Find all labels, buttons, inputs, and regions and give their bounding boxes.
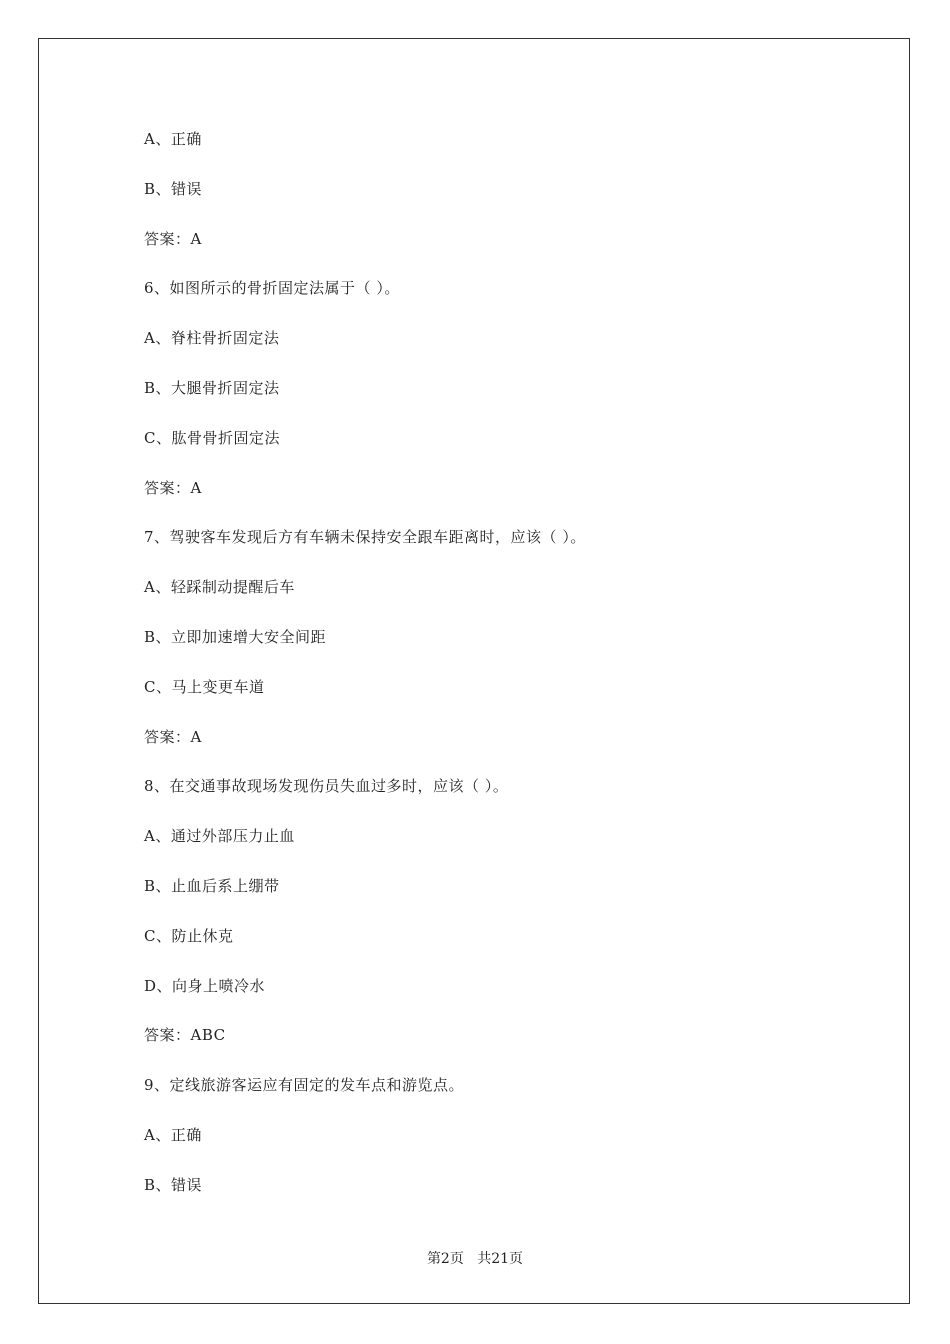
question-8: 8、在交通事故现场发现伤员失血过多时，应该（ ）。	[144, 777, 509, 796]
option-a: A、通过外部压力止血	[144, 827, 295, 846]
answer: 答案：A	[144, 229, 202, 248]
option-b: B、错误	[144, 179, 203, 198]
option-a: A、轻踩制动提醒后车	[144, 578, 295, 597]
option-c: C、防止休克	[144, 926, 234, 945]
option-c: C、肱骨骨折固定法	[144, 428, 280, 447]
answer: 答案：ABC	[144, 1026, 226, 1045]
option-a: A、正确	[144, 130, 202, 148]
page-number: 第2页	[426, 1251, 464, 1267]
question-7: 7、驾驶客车发现后方有车辆未保持安全跟车距离时，应该（ ）。	[144, 528, 586, 547]
question-6: 6、如图所示的骨折固定法属于（ ）。	[144, 279, 400, 298]
option-b: B、止血后系上绷带	[144, 876, 280, 895]
option-d: D、向身上喷冷水	[144, 976, 266, 995]
answer: 答案：A	[144, 478, 202, 497]
answer: 答案：A	[144, 727, 202, 746]
option-b: B、立即加速增大安全间距	[144, 627, 327, 646]
document-body	[144, 125, 844, 1221]
option-c: C、马上变更车道	[144, 677, 265, 696]
option-b: B、错误	[144, 1175, 203, 1194]
question-9: 9、定线旅游客运应有固定的发车点和游览点。	[144, 1076, 465, 1095]
option-b: B、大腿骨折固定法	[144, 378, 280, 397]
page-total: 共21页	[477, 1251, 524, 1267]
option-a: A、正确	[144, 1125, 202, 1144]
option-a: A、脊柱骨折固定法	[144, 329, 280, 348]
page-footer	[0, 1248, 950, 1268]
